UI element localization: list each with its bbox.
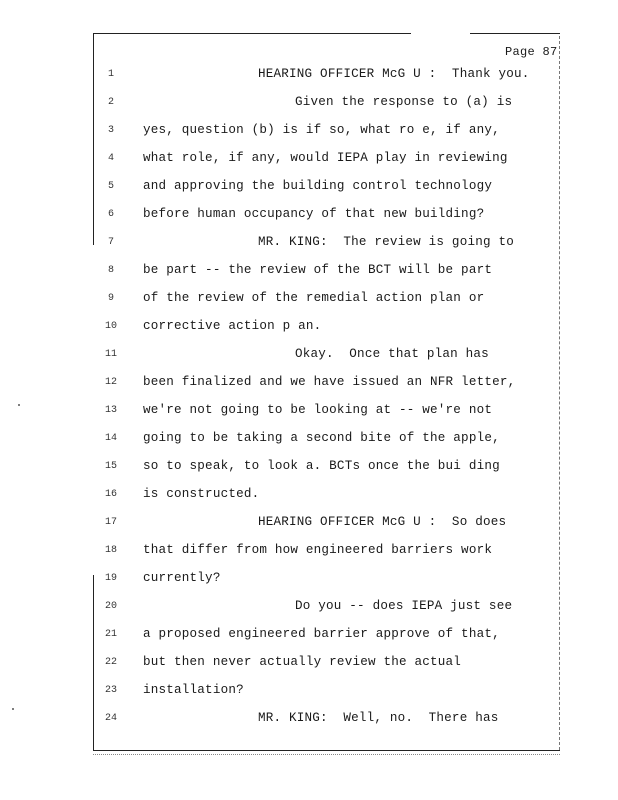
line-number: 13 bbox=[104, 405, 117, 416]
page-frame-top-right bbox=[470, 33, 560, 34]
line-text: we're not going to be looking at -- we're not bbox=[143, 403, 493, 417]
page-frame-bottom-dotted bbox=[93, 754, 560, 755]
line-text: be part -- the review of the BCT will be part bbox=[143, 263, 493, 277]
transcript-line bbox=[0, 627, 618, 645]
line-number: 24 bbox=[104, 713, 117, 724]
line-number: 22 bbox=[104, 657, 117, 668]
line-text: Do you -- does IEPA just see bbox=[295, 599, 513, 613]
line-text: been finalized and we have issued an NFR letter, bbox=[143, 375, 516, 389]
transcript-line bbox=[0, 179, 618, 197]
line-number: 10 bbox=[104, 321, 117, 332]
line-number: 23 bbox=[104, 685, 117, 696]
line-text: that differ from how engineered barriers work bbox=[143, 543, 493, 557]
line-number: 18 bbox=[104, 545, 117, 556]
line-number: 16 bbox=[104, 489, 117, 500]
line-text: but then never actually review the actual bbox=[143, 655, 462, 669]
transcript-line bbox=[0, 403, 618, 421]
transcript-line bbox=[0, 319, 618, 337]
transcript-line bbox=[0, 235, 618, 253]
line-text: of the review of the remedial action plan or bbox=[143, 291, 485, 305]
line-text: what role, if any, would IEPA play in reviewing bbox=[143, 151, 508, 165]
transcript-line bbox=[0, 683, 618, 701]
transcript-line bbox=[0, 123, 618, 141]
transcript-line bbox=[0, 459, 618, 477]
transcript-line bbox=[0, 375, 618, 393]
scan-speck bbox=[12, 708, 14, 710]
page-frame-bottom bbox=[93, 750, 560, 751]
transcript-line bbox=[0, 571, 618, 589]
line-number: 7 bbox=[107, 237, 114, 248]
line-number: 12 bbox=[104, 377, 117, 388]
line-text: HEARING OFFICER McG U : Thank you. bbox=[258, 67, 530, 81]
transcript-line bbox=[0, 711, 618, 729]
line-text: installation? bbox=[143, 683, 244, 697]
transcript-line bbox=[0, 487, 618, 505]
line-number: 3 bbox=[107, 125, 114, 136]
line-text: HEARING OFFICER McG U : So does bbox=[258, 515, 507, 529]
transcript-line bbox=[0, 431, 618, 449]
transcript-line bbox=[0, 95, 618, 113]
line-number: 11 bbox=[104, 349, 117, 360]
line-number: 1 bbox=[107, 69, 114, 80]
transcript-line bbox=[0, 599, 618, 617]
transcript-line bbox=[0, 67, 618, 85]
line-number: 5 bbox=[107, 181, 114, 192]
line-text: is constructed. bbox=[143, 487, 260, 501]
line-text: Given the response to (a) is bbox=[295, 95, 513, 109]
transcript-line bbox=[0, 291, 618, 309]
line-text: MR. KING: The review is going to bbox=[258, 235, 514, 249]
line-text: going to be taking a second bite of the apple, bbox=[143, 431, 500, 445]
line-text: Okay. Once that plan has bbox=[295, 347, 489, 361]
line-text: currently? bbox=[143, 571, 221, 585]
line-number: 9 bbox=[107, 293, 114, 304]
line-text: so to speak, to look a. BCTs once the bui ding bbox=[143, 459, 500, 473]
line-number: 21 bbox=[104, 629, 117, 640]
page-number: Page 87 bbox=[505, 45, 558, 59]
transcript-line bbox=[0, 655, 618, 673]
transcript-line bbox=[0, 515, 618, 533]
line-number: 20 bbox=[104, 601, 117, 612]
line-number: 2 bbox=[107, 97, 114, 108]
scan-speck bbox=[18, 404, 20, 406]
line-number: 6 bbox=[107, 209, 114, 220]
transcript-line bbox=[0, 151, 618, 169]
line-text: yes, question (b) is if so, what ro e, if any, bbox=[143, 123, 500, 137]
line-text: and approving the building control technology bbox=[143, 179, 493, 193]
line-number: 4 bbox=[107, 153, 114, 164]
transcript-line bbox=[0, 207, 618, 225]
line-text: MR. KING: Well, no. There has bbox=[258, 711, 499, 725]
line-number: 17 bbox=[104, 517, 117, 528]
transcript-line bbox=[0, 263, 618, 281]
page-frame-top bbox=[93, 33, 411, 34]
line-number: 8 bbox=[107, 265, 114, 276]
line-number: 14 bbox=[104, 433, 117, 444]
transcript-line bbox=[0, 347, 618, 365]
line-text: before human occupancy of that new building? bbox=[143, 207, 485, 221]
transcript-line bbox=[0, 543, 618, 561]
line-text: corrective action p an. bbox=[143, 319, 322, 333]
line-number: 15 bbox=[104, 461, 117, 472]
line-number: 19 bbox=[104, 573, 117, 584]
line-text: a proposed engineered barrier approve of that, bbox=[143, 627, 500, 641]
